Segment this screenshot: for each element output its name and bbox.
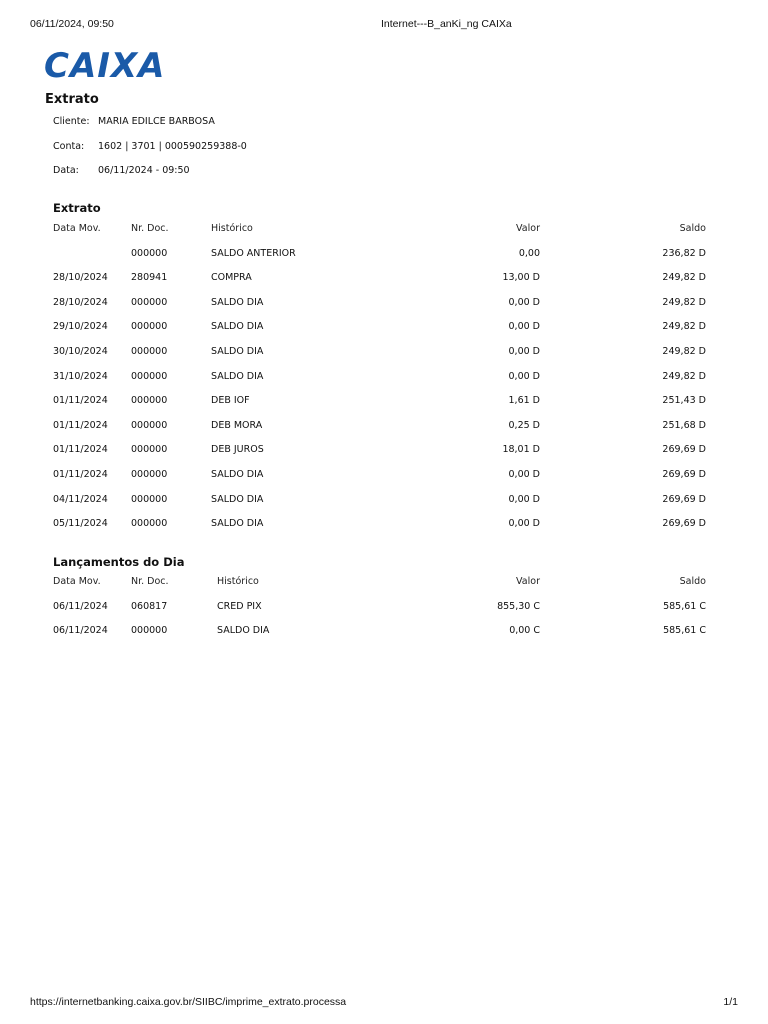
cell-date: 05/11/2024 [53,518,108,530]
cell-historico: SALDO DIA [211,370,264,382]
cell-date: 01/11/2024 [53,468,108,480]
client-label: Cliente: [53,116,90,127]
header-date: Data Mov. [53,576,101,587]
cell-historico: SALDO DIA [211,296,264,308]
cell-doc: 000000 [131,321,168,333]
table-row [53,518,706,543]
lancamentos-section-title: Lançamentos do Dia [53,555,185,569]
caixa-logo [44,46,184,82]
cell-saldo: 269,69 D [662,444,706,456]
date-value: 06/11/2024 - 09:50 [98,165,190,176]
cell-date: 06/11/2024 [53,625,108,637]
cell-historico: CRED PIX [217,600,262,612]
client-row [53,116,215,127]
table-row [53,420,706,445]
cell-historico: SALDO DIA [211,321,264,333]
cell-historico: SALDO DIA [217,625,270,637]
cell-date: 01/11/2024 [53,419,108,431]
cell-doc: 000000 [131,625,168,637]
cell-doc: 000000 [131,345,168,357]
cell-valor: 0,00 C [509,625,540,637]
cell-date: 31/10/2024 [53,370,108,382]
cell-date: 04/11/2024 [53,493,108,505]
cell-valor: 13,00 D [502,272,540,284]
footer-page-number: 1/1 [723,996,738,1008]
cell-date: 28/10/2024 [53,296,108,308]
cell-date: 06/11/2024 [53,600,108,612]
cell-date: 01/11/2024 [53,395,108,407]
cell-valor: 18,01 D [502,444,540,456]
cell-valor: 0,25 D [508,419,540,431]
print-page-title: Internet---B_anKi_ng CAIXa [381,18,512,30]
extrato-table [53,223,706,543]
table-row [53,494,706,519]
cell-historico: SALDO ANTERIOR [211,247,296,259]
cell-saldo: 249,82 D [662,345,706,357]
cell-doc: 000000 [131,518,168,530]
cell-valor: 0,00 D [508,345,540,357]
cell-historico: SALDO DIA [211,518,264,530]
lancamentos-table [53,576,706,650]
header-date: Data Mov. [53,223,101,234]
account-number: 1602 | 3701 | 000590259388-0 [98,141,247,152]
cell-saldo: 269,69 D [662,468,706,480]
table-row [53,346,706,371]
cell-date: 30/10/2024 [53,345,108,357]
cell-date: 28/10/2024 [53,272,108,284]
cell-doc: 000000 [131,493,168,505]
page-title: Extrato [45,92,99,107]
table-row [53,272,706,297]
cell-valor: 0,00 D [508,370,540,382]
header-historico: Histórico [211,223,253,234]
cell-doc: 000000 [131,296,168,308]
cell-historico: SALDO DIA [211,493,264,505]
header-historico: Histórico [217,576,259,587]
cell-saldo: 249,82 D [662,272,706,284]
account-label: Conta: [53,141,85,152]
account-row [53,141,247,152]
header-doc: Nr. Doc. [131,223,169,234]
cell-valor: 855,30 C [497,600,540,612]
cell-doc: 060817 [131,600,168,612]
table-row [53,395,706,420]
cell-valor: 0,00 [518,247,540,259]
client-name: MARIA EDILCE BARBOSA [98,116,215,127]
cell-valor: 0,00 D [508,321,540,333]
cell-doc: 000000 [131,444,168,456]
cell-doc: 000000 [131,247,168,259]
print-datetime: 06/11/2024, 09:50 [30,18,114,30]
table-row [53,469,706,494]
cell-doc: 280941 [131,272,168,284]
cell-historico: COMPRA [211,272,252,284]
date-row [53,165,190,176]
header-saldo: Saldo [679,223,706,234]
table-row [53,601,706,626]
cell-saldo: 249,82 D [662,321,706,333]
header-valor: Valor [516,223,540,234]
cell-valor: 1,61 D [508,395,540,407]
cell-valor: 0,00 D [508,468,540,480]
cell-saldo: 585,61 C [663,625,706,637]
table-row [53,444,706,469]
table-row [53,248,706,273]
cell-valor: 0,00 D [508,296,540,308]
cell-saldo: 269,69 D [662,493,706,505]
cell-valor: 0,00 D [508,518,540,530]
cell-historico: SALDO DIA [211,468,264,480]
table-row [53,321,706,346]
table-header [53,576,706,601]
header-valor: Valor [516,576,540,587]
cell-historico: DEB MORA [211,419,263,431]
cell-doc: 000000 [131,468,168,480]
cell-valor: 0,00 D [508,493,540,505]
cell-saldo: 585,61 C [663,600,706,612]
cell-saldo: 249,82 D [662,370,706,382]
cell-saldo: 251,43 D [662,395,706,407]
cell-doc: 000000 [131,395,168,407]
header-saldo: Saldo [679,576,706,587]
footer-url: https://internetbanking.caixa.gov.br/SIIBC/imprime_extrato.processa [30,996,347,1008]
cell-historico: SALDO DIA [211,345,264,357]
cell-saldo: 269,69 D [662,518,706,530]
cell-historico: DEB JUROS [211,444,264,456]
date-label: Data: [53,165,79,176]
cell-doc: 000000 [131,419,168,431]
cell-saldo: 251,68 D [662,419,706,431]
caixa-logo-text: CAIXA [44,46,166,82]
table-row [53,625,706,650]
header-doc: Nr. Doc. [131,576,169,587]
table-header [53,223,706,248]
table-row [53,371,706,396]
cell-date: 01/11/2024 [53,444,108,456]
table-row [53,297,706,322]
extrato-section-title: Extrato [53,201,101,215]
cell-historico: DEB IOF [211,395,250,407]
cell-doc: 000000 [131,370,168,382]
cell-date: 29/10/2024 [53,321,108,333]
cell-saldo: 249,82 D [662,296,706,308]
cell-saldo: 236,82 D [662,247,706,259]
